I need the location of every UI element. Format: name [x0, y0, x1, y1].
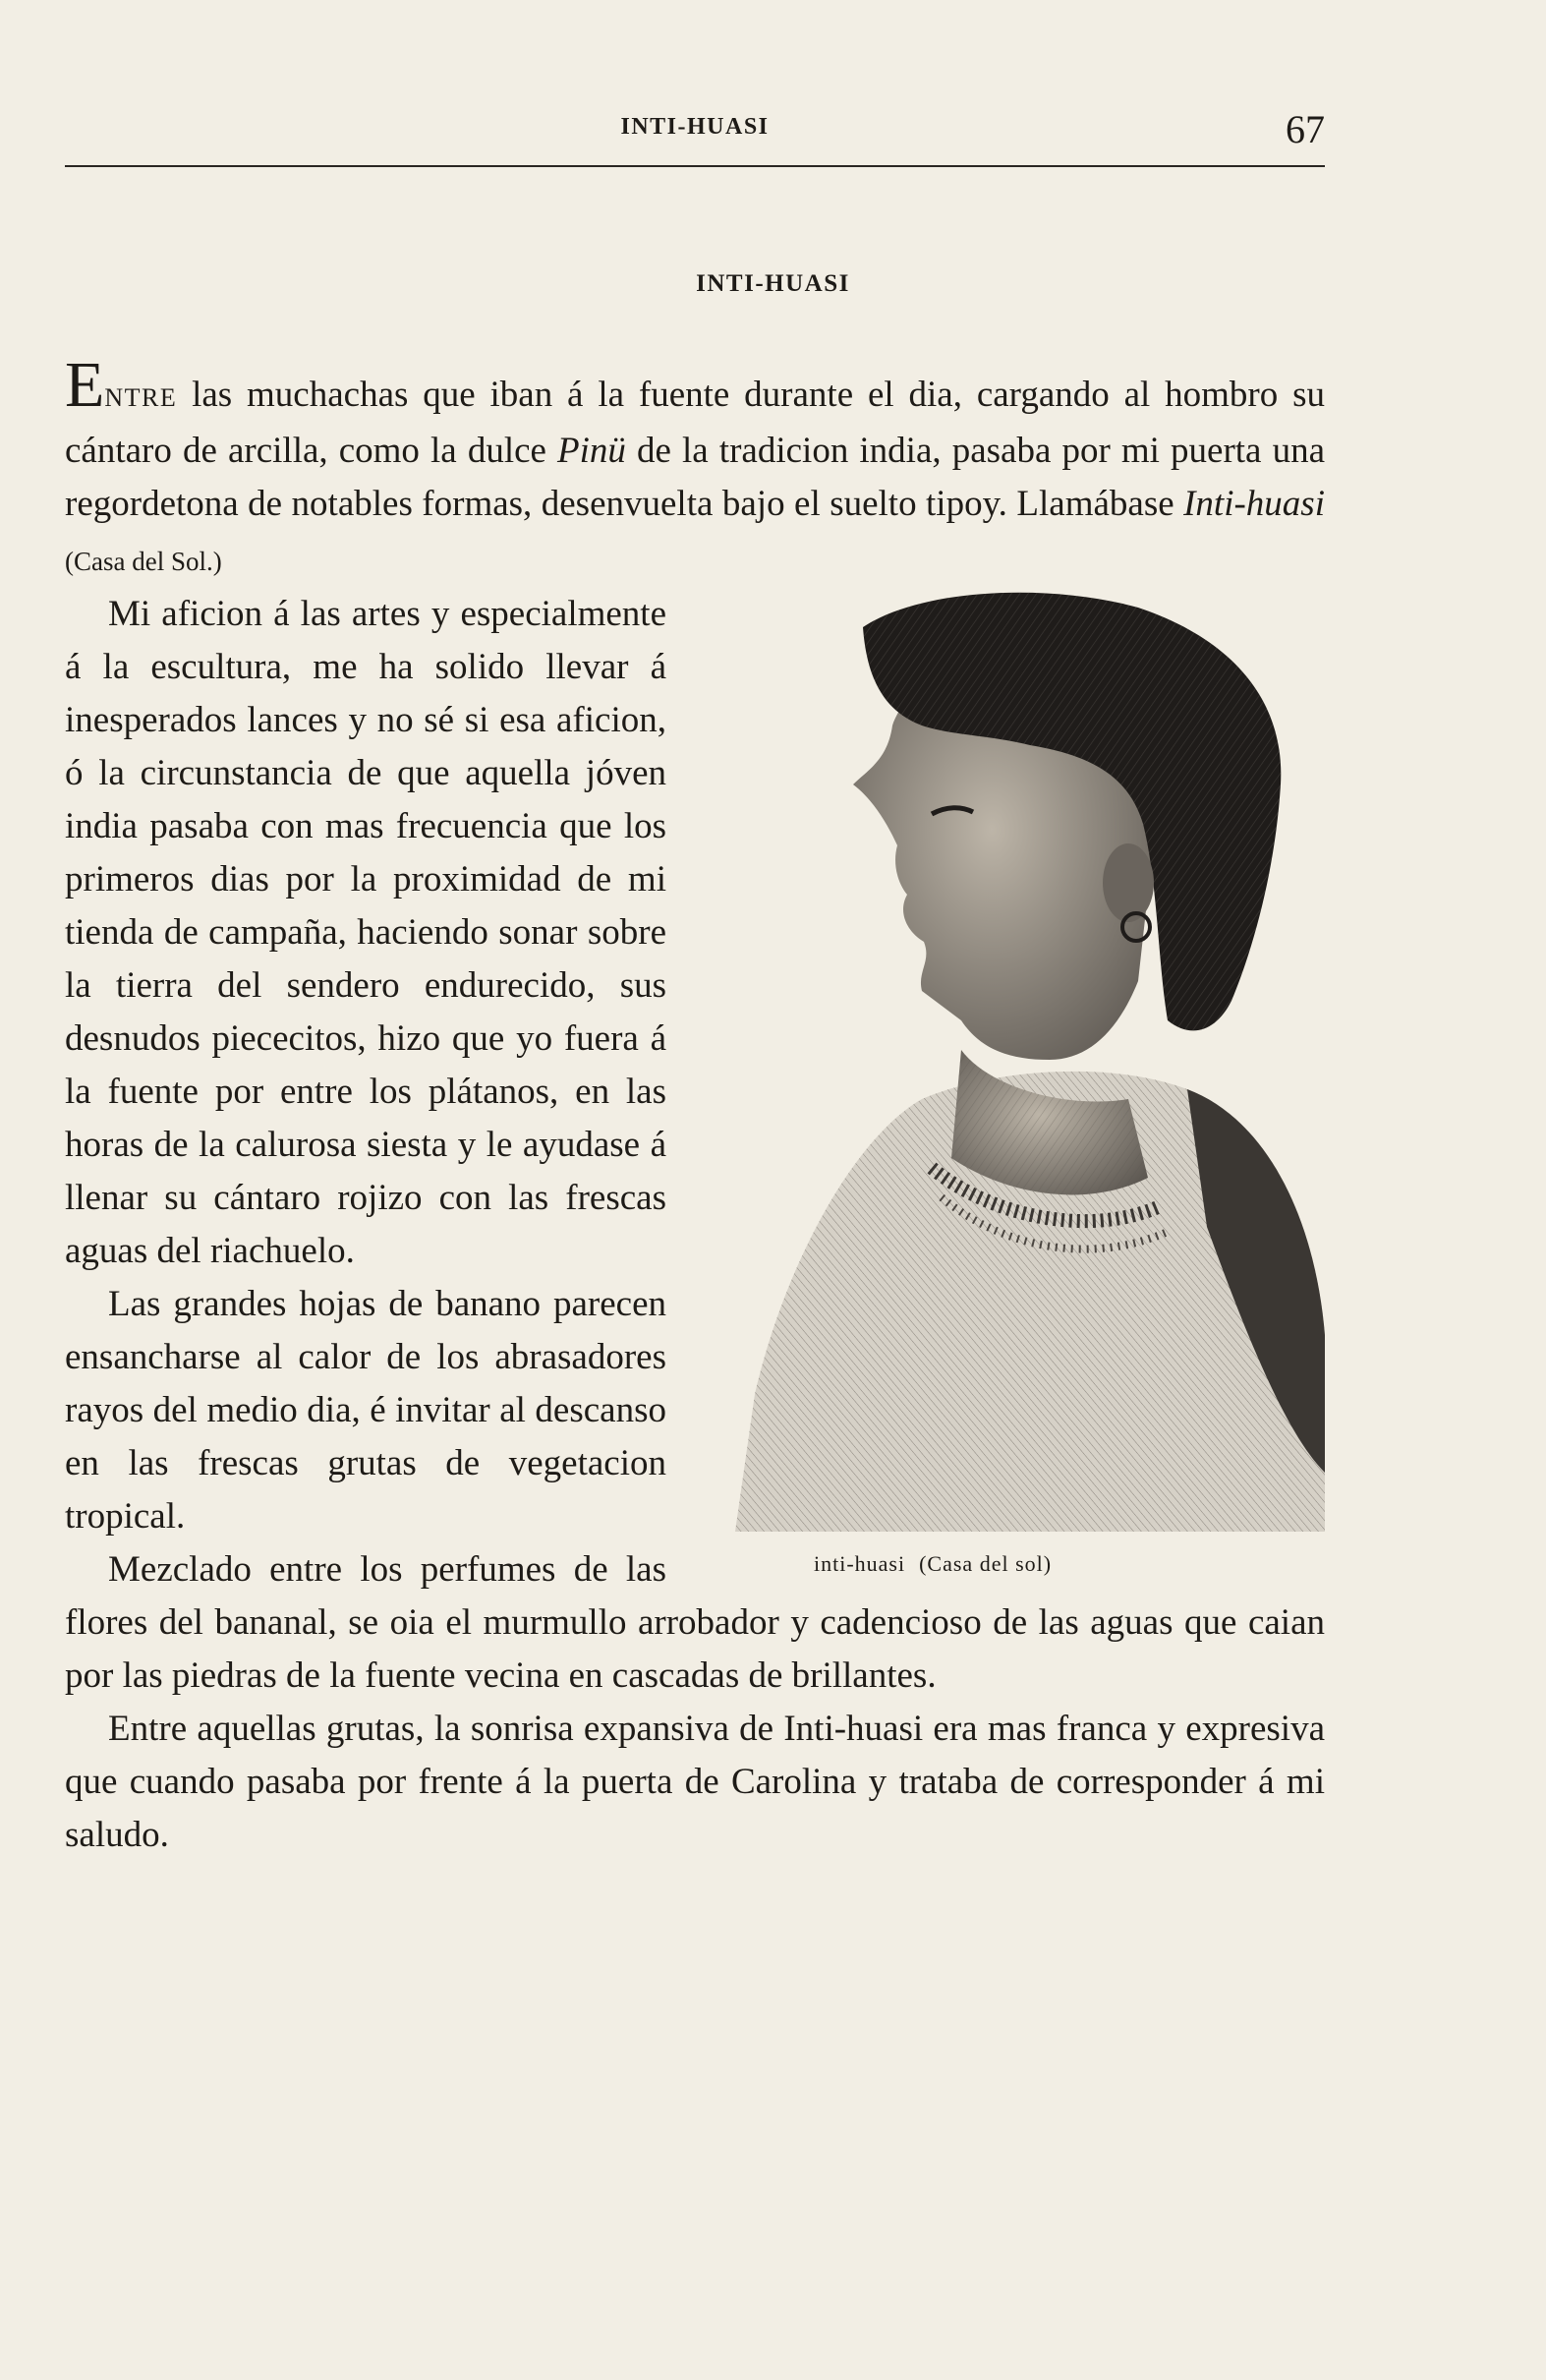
page-number: 67: [1286, 107, 1325, 151]
figure-caption: [814, 1538, 1325, 1591]
paragraph-1-text-a: las muchachas que iban á la fuente durante el dia, cargando al hombro su cántaro de arcilla, como la dulce: [65, 375, 1325, 471]
paragraph-4: Mezclado entre los perfumes de las flores del bananal, se oia el murmullo arrobador y cadencioso de las aguas que caian por las piedras de la fuente vecina en cascadas de brillantes.: [65, 1549, 1325, 1696]
paragraph-1: [65, 349, 1325, 588]
illustration-figure: [696, 588, 1325, 1591]
body-text: [65, 349, 1325, 1862]
running-title: INTI-HUASI: [620, 114, 770, 140]
portrait-illustration: [696, 588, 1325, 1532]
italic-word-pinu: Pinü: [557, 431, 626, 471]
running-head: [65, 106, 1325, 167]
caption-paren: (Casa del sol): [919, 1551, 1053, 1576]
paragraph-1-note: (Casa del Sol.): [65, 547, 222, 576]
caption-name: inti-huasi: [814, 1551, 906, 1576]
paragraph-5: Entre aquellas grutas, la sonrisa expansiva de Inti-huasi era mas franca y expresiva que cuando pasaba por frente á la puerta de Carolina y trataba de corresponder á mi saludo.: [65, 1709, 1325, 1855]
italic-word-inti-huasi: Inti-huasi: [1183, 484, 1325, 524]
section-title: INTI-HUASI: [696, 270, 850, 297]
paragraph-3: Las grandes hojas de banano parecen ensancharse al calor de los abrasadores rayos del medio dia, é invitar al descanso en las frescas grutas de vegetacion tropical.: [65, 1284, 666, 1537]
drop-cap: E: [65, 349, 105, 421]
paragraph-2: Mi aficion á las artes y especialmente á la escultura, me ha solido llevar á inesperados lances y no sé si esa aficion, ó la circunstancia de que aquella jóven india pasaba con mas frecuencia que los primeros dias por la proximidad de mi tienda de campaña, haciendo sonar sobre la tierra del sendero endurecido, sus desnudos piececitos, hizo que yo fuera á la fuente por entre los plátanos, en las horas de la calurosa siesta y le ayudase á llenar su cántaro rojizo con las frescas aguas del riachuelo.: [65, 594, 666, 1271]
paragraph-1-text-b: de la tradicion india, pasaba por mi puerta una regordetona de notables formas, desenvuelta bajo el suelto tipoy. Llamábase: [65, 431, 1325, 524]
small-caps-word: NTRE: [104, 383, 178, 412]
